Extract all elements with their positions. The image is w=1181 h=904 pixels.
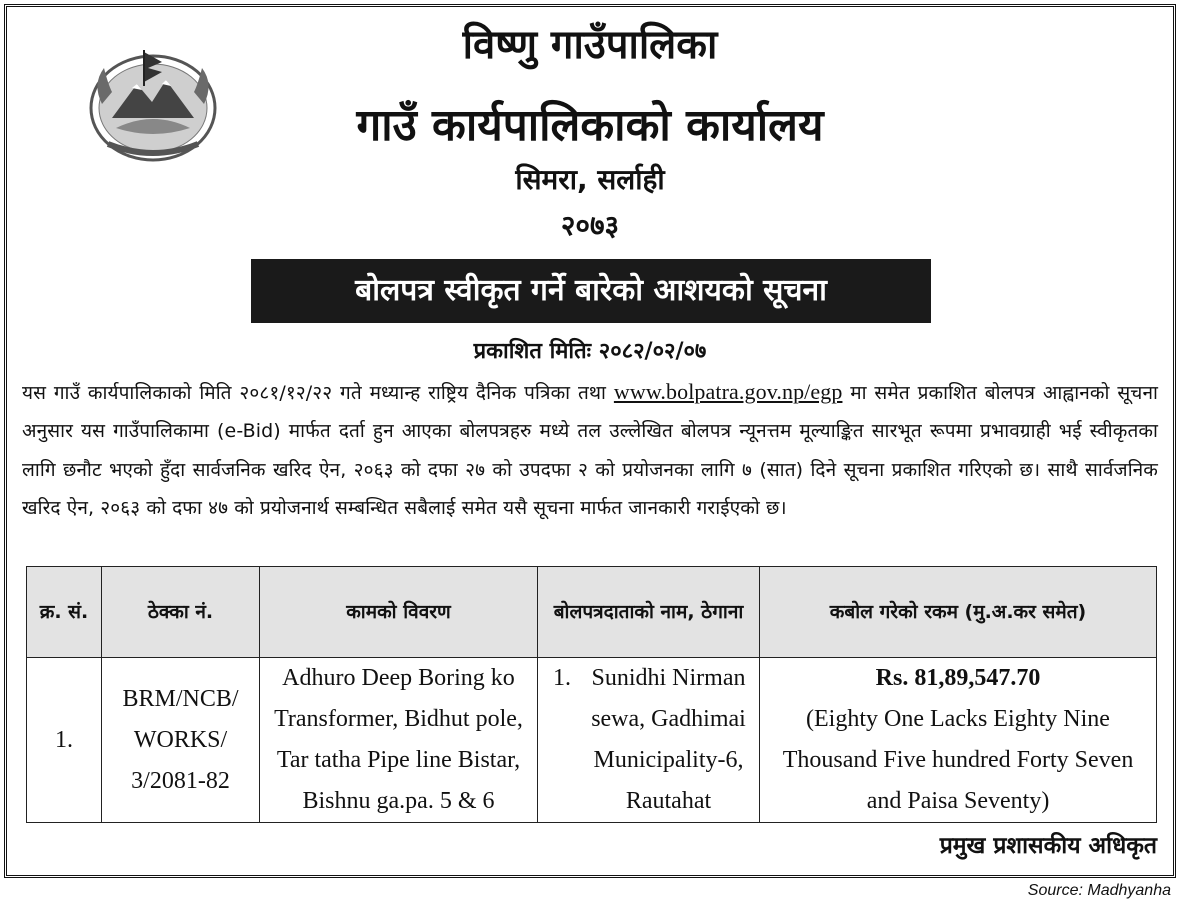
cell-bidder bbox=[538, 658, 760, 823]
notice-body bbox=[22, 373, 1158, 528]
municipality-name: विष्णु गाउँपालिका bbox=[462, 22, 718, 68]
cell-serial-no: 1. bbox=[27, 658, 102, 823]
bidder-name-address: Sunidhi Nirman sewa, Gadhimai Municipality-6, Rautahat bbox=[591, 665, 746, 814]
office-name: गाउँ कार्यपालिकाको कार्यालय bbox=[356, 100, 824, 151]
bidder-number: 1. bbox=[553, 665, 571, 691]
notice-body-part2: मा समेत प्रकाशित बोलपत्र आह्वानको सूचना अनुसार यस गाउँपालिकामा (e-Bid) मार्फत दर्ता हुन आएका बोलपत्रहरु मध्ये तल उल्लेखित बोलपत्र न्यूनत्तम मूल्याङ्कित सारभूत रूपमा प्रभावग्राही भई स्वीकृतका लागि छनौट भएको हुँदा सार्वजनिक खरिद ऐन, २०६३ को दफा २७ को उपदफा २ को प्रयोजनका लागि ७ (सात) दिने सूचना प्रकाशित गरिएको छ। साथै सार्वजनिक खरिद ऐन, २०६३ को दफा ४७ को प्रयोजनार्थ सम्बन्धित सबैलाई समेत यसै सूचना मार्फत जानकारी गराईएको छ। bbox=[22, 382, 1159, 520]
table-row bbox=[27, 658, 1157, 823]
header-serial-no: क्र. सं. bbox=[27, 567, 102, 658]
cell-bid-amount bbox=[760, 658, 1157, 823]
header-bid-amount: कबोल गरेको रकम (मु.अ.कर समेत) bbox=[760, 567, 1157, 658]
cell-contract-no: BRM/NCB/ WORKS/ 3/2081-82 bbox=[102, 658, 260, 823]
header-work-description: कामको विवरण bbox=[260, 567, 538, 658]
bid-amount-words: (Eighty One Lacks Eighty Nine Thousand Five hundred Forty Seven and Paisa Seventy) bbox=[782, 706, 1134, 814]
header-bidder-name: बोलपत्रदाताको नाम, ठेगाना bbox=[538, 567, 760, 658]
notice-title: बोलपत्र स्वीकृत गर्ने बारेको आशयको सूचना bbox=[355, 273, 827, 308]
published-date: प्रकाशित मितिः २०८२/०२/०७ bbox=[473, 339, 707, 364]
table-header-row bbox=[27, 567, 1157, 658]
office-location: सिमरा, सर्लाही bbox=[515, 163, 665, 196]
signatory-title: प्रमुख प्रशासकीय अधिकृत bbox=[939, 833, 1157, 859]
source-credit: Source: Madhyanha bbox=[1027, 882, 1171, 899]
contract-table bbox=[26, 566, 1157, 823]
notice-body-part1: यस गाउँ कार्यपालिकाको मिति २०८१/१२/२२ गते मध्यान्ह राष्ट्रिय दैनिक पत्रिका तथा bbox=[22, 382, 614, 404]
year: २०७३ bbox=[560, 209, 620, 242]
notice-title-banner bbox=[251, 259, 931, 323]
cell-work-description: Adhuro Deep Boring ko Transformer, Bidhut pole, Tar tatha Pipe line Bistar, Bishnu ga.pa. 5 & 6 bbox=[260, 658, 538, 823]
government-emblem-icon bbox=[82, 44, 224, 166]
header-contract-no: ठेक्का नं. bbox=[102, 567, 260, 658]
bolpatra-link[interactable]: www.bolpatra.gov.np/egp bbox=[613, 379, 843, 404]
bid-amount-figure: Rs. 81,89,547.70 bbox=[875, 665, 1041, 691]
